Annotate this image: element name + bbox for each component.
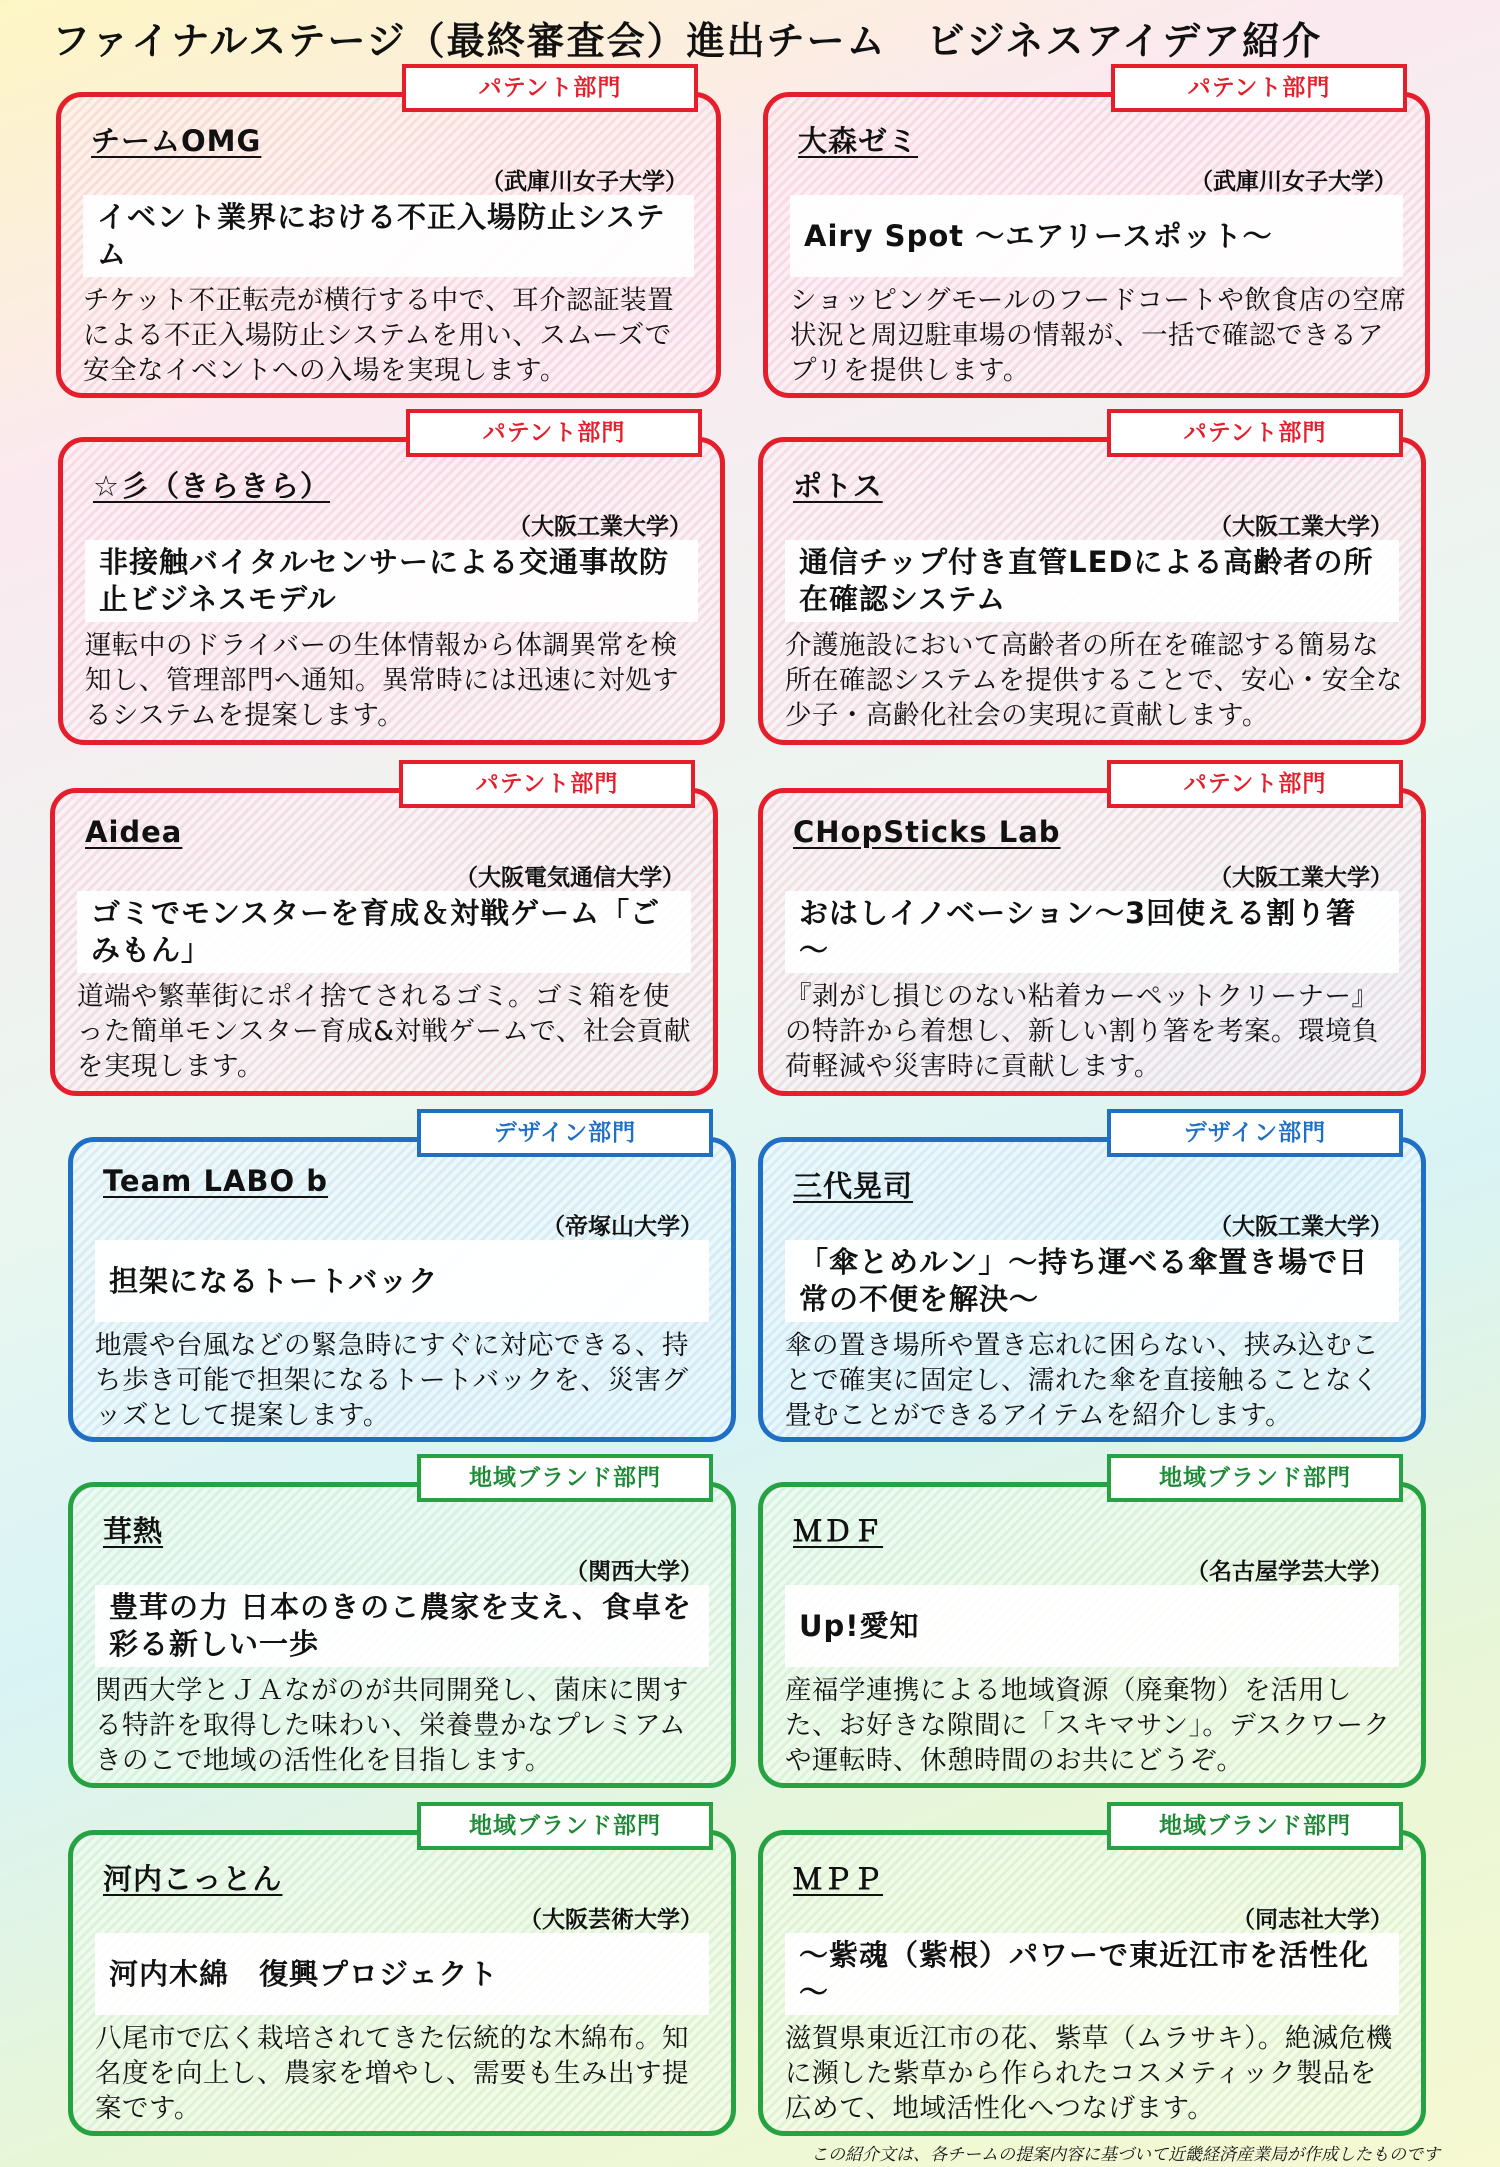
idea-description: 『剥がし損じのない粘着カーペットクリーナー』の特許から着想し、新しい割り箸を考案。環境負荷軽減や災害時に貢献します。 [785,981,1379,1082]
category-badge: 地域ブランド部門 [417,1454,713,1502]
team-name: チームOMG [91,124,262,158]
team-name: ＭＰＰ [793,1862,884,1896]
idea-description: 傘の置き場所や置き忘れに困らない、挟み込むことで確実に固定し、濡れた傘を直接触ることなく畳むことができるアイテムを紹介します。 [785,1330,1379,1431]
team-card-omg [56,75,721,398]
university: （関西大学） [565,1559,703,1585]
category-badge: パテント部門 [402,64,698,112]
idea-title: おはしイノベーション～3回使える割り箸～ [785,891,1399,973]
category-badge: 地域ブランド部門 [1107,1454,1403,1502]
category-badge: 地域ブランド部門 [417,1802,713,1850]
category-badge: 地域ブランド部門 [1107,1802,1403,1850]
team-name: 三代晃司 [793,1169,914,1203]
team-card-kirakira [58,420,725,745]
team-card-sandai-koji [758,1120,1426,1442]
university: （武庫川女子大学） [1190,169,1397,195]
team-name: CHopSticks Lab [793,815,1061,849]
category-badge: パテント部門 [406,409,702,457]
team-name: 茸熱 [103,1514,164,1548]
team-name: 大森ゼミ [798,124,919,158]
idea-description: 滋賀県東近江市の花、紫草（ムラサキ）。絶滅危機に瀕した紫草から作られたコスメティック製品を広めて、地域活性化へつなげます。 [785,2023,1393,2124]
team-card-chopsticks-lab [758,771,1426,1096]
team-name: ☆彡（きらきら） [93,469,330,503]
idea-title: イベント業界における不正入場防止システム [83,195,694,277]
category-badge: デザイン部門 [1107,1109,1403,1157]
idea-title: ～紫魂（紫根）パワーで東近江市を活性化～ [785,1933,1399,2015]
page-title: ファイナルステージ（最終審査会）進出チーム ビジネスアイデア紹介 [52,19,1323,63]
idea-description: 産福学連携による地域資源（廃棄物）を活用した、お好きな隙間に「スキマサン」。デスクワークや運転時、休憩時間のお共にどうぞ。 [785,1675,1391,1776]
university: （大阪工業大学） [1209,865,1393,891]
idea-description: 道端や繁華街にポイ捨てされるゴミ。ゴミ箱を使った簡単モンスター育成&対戦ゲームで、社会貢献を実現します。 [77,981,691,1082]
idea-description: チケット不正転売が横行する中で、耳介認証装置による不正入場防止システムを用い、スムーズで安全なイベントへの入場を実現します。 [83,285,675,386]
idea-description: 運転中のドライバーの生体情報から体調異常を検知し、管理部門へ通知。異常時には迅速に対処するシステムを提案します。 [85,630,679,731]
idea-description: 地震や台風などの緊急時にすぐに対応できる、持ち歩き可能で担架になるトートバックを、災害グッズとして提案します。 [95,1330,689,1431]
university: （大阪工業大学） [1209,514,1393,540]
idea-title: 「傘とめルン」～持ち運べる傘置き場で日常の不便を解決～ [785,1240,1399,1322]
team-card-kawachi-cotton [68,1813,736,2136]
team-name: ポトス [793,469,883,503]
category-badge: パテント部門 [399,760,695,808]
idea-description: 八尾市で広く栽培されてきた伝統的な木綿布。知名度を向上し、農家を増やし、需要も生み出す提案です。 [95,2023,689,2124]
idea-description: ショッピングモールのフードコートや飲食店の空席状況と周辺駐車場の情報が、一括で確認できるアプリを提供します。 [790,285,1407,386]
team-card-mdf [758,1465,1426,1788]
idea-description: 介護施設において高齢者の所在を確認する簡易な所在確認システムを提供することで、安心・安全な少子・高齢化社会の実現に貢献します。 [785,630,1403,731]
category-badge: パテント部門 [1111,64,1407,112]
university: （大阪芸術大学） [519,1907,703,1933]
team-card-omori-zemi [763,75,1430,398]
idea-title: 通信チップ付き直管LEDによる高齢者の所在確認システム [785,540,1399,622]
team-name: ＭＤＦ [793,1514,884,1548]
category-badge: パテント部門 [1107,760,1403,808]
idea-description: 関西大学とＪＡながのが共同開発し、菌床に関する特許を取得した味わい、栄養豊かなプレミアムきのこで地域の活性化を目指します。 [95,1675,689,1776]
team-card-pothos [758,420,1426,745]
team-card-team-labo-b [68,1120,736,1442]
team-card-jonetsu [68,1465,736,1788]
university: （大阪工業大学） [508,514,692,540]
team-name: 河内こっとん [103,1862,283,1896]
idea-title: ゴミでモンスターを育成＆対戦ゲーム「ごみもん」 [77,891,691,973]
category-badge: パテント部門 [1107,409,1403,457]
university: （武庫川女子大学） [481,169,688,195]
idea-title: 非接触バイタルセンサーによる交通事故防止ビジネスモデル [85,540,698,622]
team-card-aidea [50,771,718,1096]
team-card-mpp [758,1813,1426,2136]
category-badge: デザイン部門 [417,1109,713,1157]
team-name: Team LABO b [103,1164,329,1198]
idea-title: 豊茸の力 日本のきのこ農家を支え、食卓を彩る新しい一歩 [95,1585,709,1667]
university: （大阪工業大学） [1209,1214,1393,1240]
university: （帝塚山大学） [542,1214,703,1240]
university: （大阪電気通信大学） [455,865,685,891]
idea-title: Airy Spot ～エアリースポット～ [790,195,1403,277]
idea-title: Up!愛知 [785,1585,1399,1667]
team-name: Aidea [85,815,183,849]
university: （名古屋学芸大学） [1186,1559,1393,1585]
university: （同志社大学） [1232,1907,1393,1933]
idea-title: 担架になるトートバック [95,1240,709,1322]
idea-title: 河内木綿 復興プロジェクト [95,1933,709,2015]
footnote: この紹介文は、各チームの提案内容に基づいて近畿経済産業局が作成したものです [811,2145,1440,2165]
